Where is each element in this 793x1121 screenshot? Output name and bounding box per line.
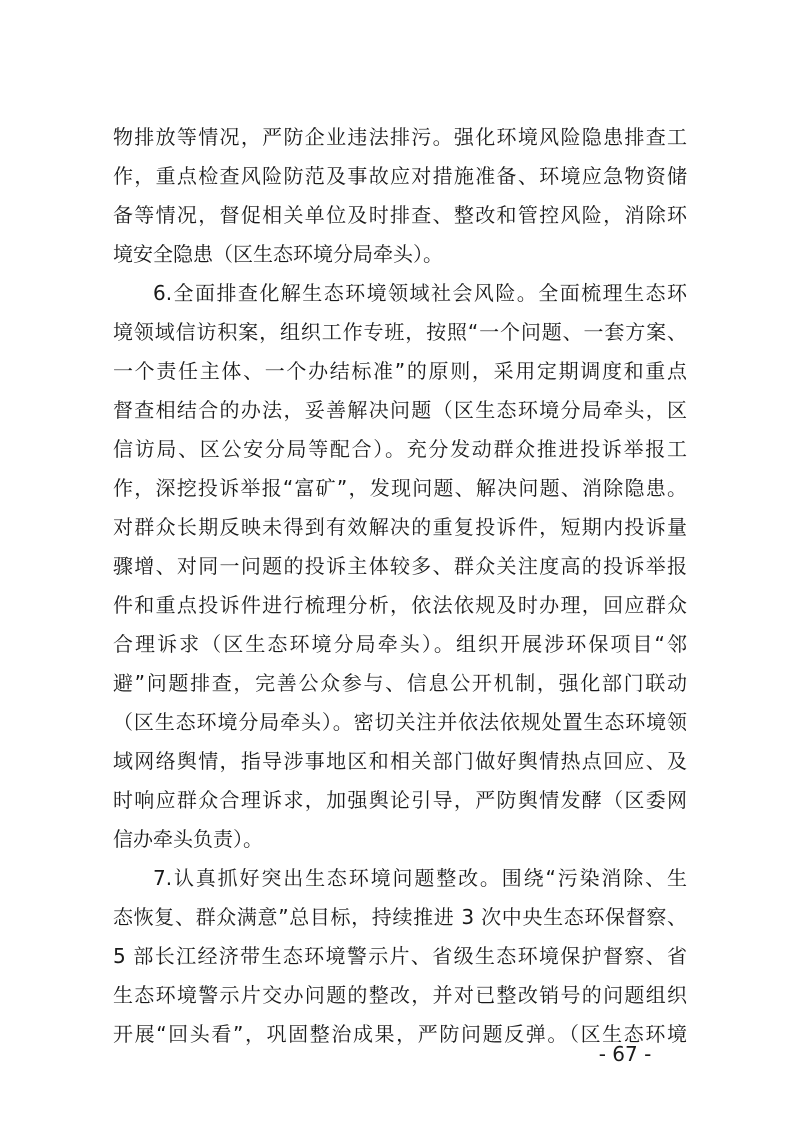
text-line: 时响应群众合理诉求，加强舆论引导，严防舆情发酵（区委网 <box>113 788 687 812</box>
text-line: 骤增、对同一问题的投诉主体较多、群众关注度高的投诉举报 <box>113 554 687 578</box>
text-line: （区生态环境分局牵头）。密切关注并依法依规处置生态环境领 <box>113 710 687 734</box>
section-7-heading-line: 7.认真抓好突出生态环境问题整改。围绕“污染消除、生 <box>153 866 687 890</box>
text-line: 作，重点检查风险防范及事故应对措施准备、环境应急物资储 <box>113 164 687 188</box>
text-line: 态恢复、群众满意”总目标，持续推进 3 次中央生态环保督察、 <box>113 905 687 929</box>
text-line: 合理诉求（区生态环境分局牵头）。组织开展涉环保项目“邻 <box>113 632 687 656</box>
text-line: 信访局、区公安分局等配合）。充分发动群众推进投诉举报工 <box>113 437 687 461</box>
text-line: 域网络舆情，指导涉事地区和相关部门做好舆情热点回应、及 <box>113 749 687 773</box>
text-line: 5 部长江经济带生态环境警示片、省级生态环境保护督察、省 <box>113 944 687 968</box>
text-line: 生态环境警示片交办问题的整改，并对已整改销号的问题组织 <box>113 983 687 1007</box>
text-line: 对群众长期反映未得到有效解决的重复投诉件，短期内投诉量 <box>113 515 687 539</box>
text-line: 备等情况，督促相关单位及时排查、整改和管控风险，消除环 <box>113 203 687 227</box>
text-line: 件和重点投诉件进行梳理分析，依法依规及时办理，回应群众 <box>113 593 687 617</box>
text-line: 一个责任主体、一个办结标准”的原则，采用定期调度和重点 <box>113 359 687 383</box>
page-number: - 67 - <box>598 1042 652 1066</box>
text-line: 境安全隐患（区生态环境分局牵头）。 <box>113 242 443 266</box>
text-line: 信办牵头负责）。 <box>113 827 263 851</box>
text-line: 作，深挖投诉举报“富矿”，发现问题、解决问题、消除隐患。 <box>113 476 687 500</box>
text-line: 物排放等情况，严防企业违法排污。强化环境风险隐患排查工 <box>113 125 687 149</box>
text-line: 境领域信访积案，组织工作专班，按照“一个问题、一套方案、 <box>113 320 687 344</box>
text-line: 开展“回头看”，巩固整治成果，严防问题反弹。（区生态环境 <box>113 1022 687 1046</box>
body-text <box>113 118 687 1054</box>
text-line: 督查相结合的办法，妥善解决问题（区生态环境分局牵头，区 <box>113 398 687 422</box>
section-6-heading-line: 6.全面排查化解生态环境领域社会风险。全面梳理生态环 <box>153 281 687 305</box>
text-line: 避”问题排查，完善公众参与、信息公开机制，强化部门联动 <box>113 671 687 695</box>
